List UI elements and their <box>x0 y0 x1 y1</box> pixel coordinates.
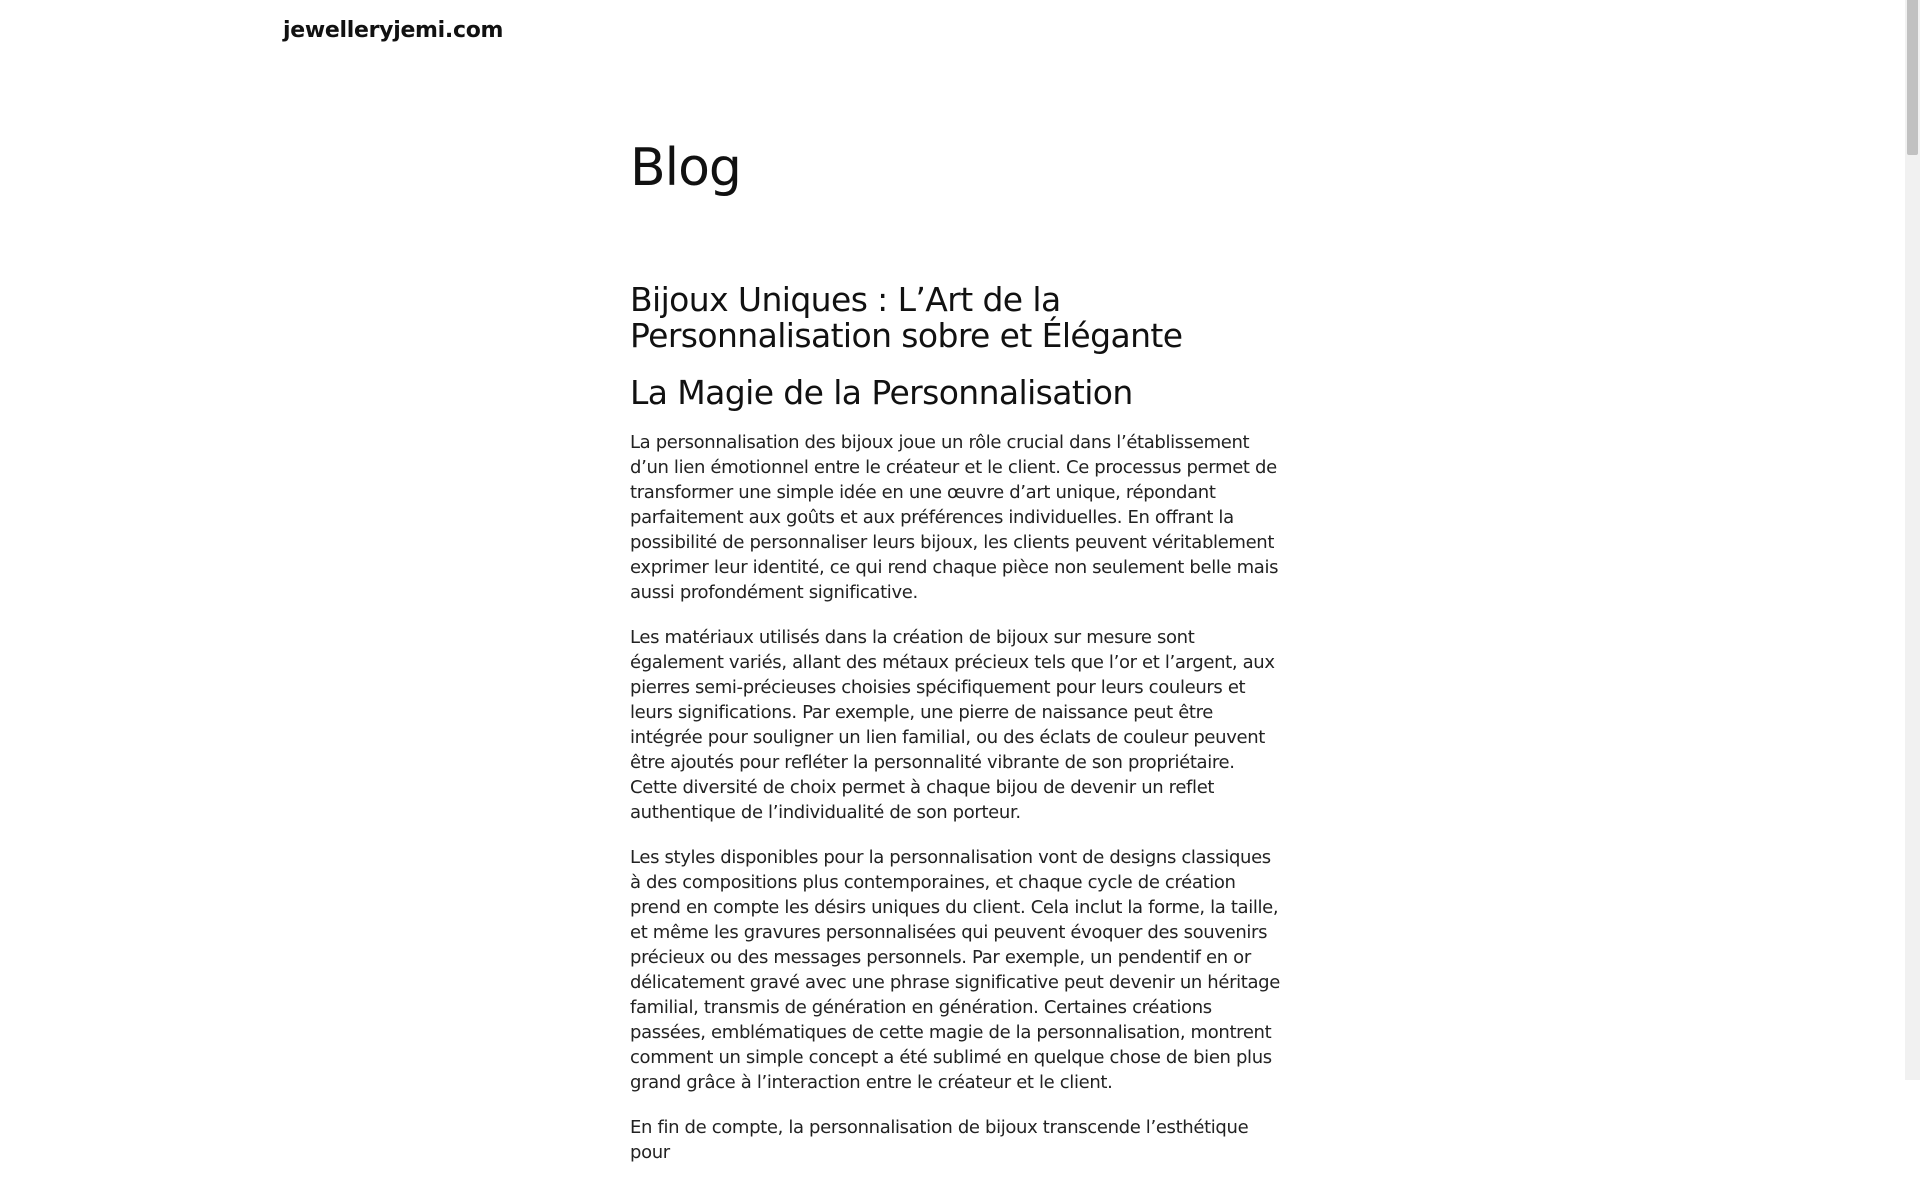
site-logo-link[interactable]: jewelleryjemi.com <box>283 18 504 43</box>
vertical-scrollbar[interactable] <box>1905 0 1920 1080</box>
article-title: Bijoux Uniques : L’Art de la Personnalisation sobre et Élégante <box>630 280 1183 355</box>
article-paragraph: La personnalisation des bijoux joue un rôle crucial dans l’établissement d’un lien émotionnel entre le créateur et le client. Ce processus permet de transformer une simple idée en une œuvre d’art unique, répondant parfaitement aux goûts et aux préférences individuelles. En offrant la possibilité de personnaliser leurs bijoux, les clients peuvent véritablement exprimer leur identité, ce qui rend chaque pièce non seulement belle mais aussi profondément significative. <box>630 432 1279 603</box>
page-title: Blog <box>630 138 741 198</box>
article-paragraph: En fin de compte, la personnalisation de bijoux transcende l’esthétique pour <box>630 1117 1249 1163</box>
section-heading: La Magie de la Personnalisation <box>630 373 1133 412</box>
article-body <box>630 430 1280 1185</box>
article-paragraph: Les styles disponibles pour la personnalisation vont de designs classiques à des compositions plus contemporaines, et chaque cycle de création prend en compte les désirs uniques du client. Cela inclut la forme, la taille, et même les gravures personnalisées qui peuvent évoquer des souvenirs précieux ou des messages personnels. Par exemple, un pendentif en or délicatement gravé avec une phrase significative peut devenir un héritage familial, transmis de génération en génération. Certaines créations passées, emblématiques de cette magie de la personnalisation, montrent comment un simple concept a été sublimé en quelque chose de bien plus grand grâce à l’interaction entre le créateur et le client. <box>630 847 1280 1093</box>
scrollbar-thumb[interactable] <box>1907 0 1918 155</box>
article-paragraph: Les matériaux utilisés dans la création de bijoux sur mesure sont également variés, allant des métaux précieux tels que l’or et l’argent, aux pierres semi-précieuses choisies spécifiquement pour leurs couleurs et leurs significations. Par exemple, une pierre de naissance peut être intégrée pour souligner un lien familial, ou des éclats de couleur peuvent être ajoutés pour refléter la personnalité vibrante de son propriétaire. Cette diversité de choix permet à chaque bijou de devenir un reflet authentique de l’individualité de son porteur. <box>630 627 1275 823</box>
